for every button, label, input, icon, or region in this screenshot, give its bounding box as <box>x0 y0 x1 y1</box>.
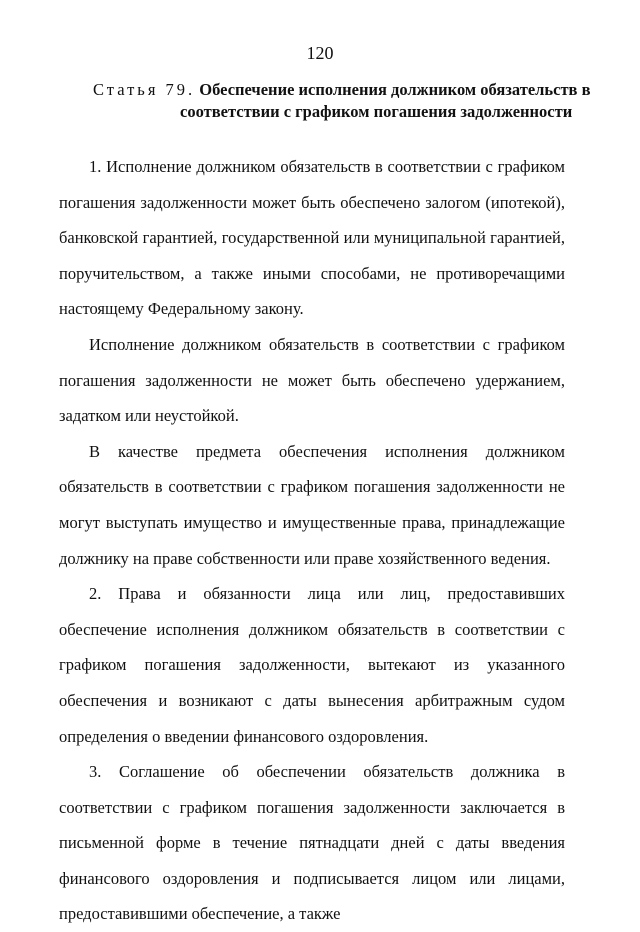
article-number: Статья 79. <box>93 80 196 99</box>
article-body <box>59 149 565 932</box>
article-title-line-2: соответствии с графиком погашения задолженности <box>180 102 573 121</box>
paragraph-1: 1. Исполнение должником обязательств в соответствии с графиком погашения задолженности может быть обеспечено залогом (ипотекой), банковской гарантией, государственной или муниципальной гарантией, поручительством, а также иными способами, не противоречащими настоящему Федеральному закону. <box>59 157 565 319</box>
article-heading-line-1 <box>0 79 640 101</box>
paragraph-4: 2. Права и обязанности лица или лиц, предоставивших обеспечение исполнения должником обязательств в соответствии с графиком погашения задолженности, вытекают из указанного обеспечения и возникают с даты вынесения арбитражным судом определения о введении финансового оздоровления. <box>59 584 565 746</box>
article-heading <box>0 79 640 123</box>
article-title-line-1: Обеспечение исполнения должником обязательств в <box>199 80 591 99</box>
paragraph-5: 3. Соглашение об обеспечении обязательств должника в соответствии с графиком погашения задолженности заключается в письменной форме в течение пятнадцати дней с даты введения финансового оздоровления и подписывается лицом или лицами, предоставившими обеспечение, а также <box>59 762 565 924</box>
paragraph-2: Исполнение должником обязательств в соответствии с графиком погашения задолженности не может быть обеспечено удержанием, задатком или неустойкой. <box>59 334 565 426</box>
paragraph-3: В качестве предмета обеспечения исполнения должником обязательств в соответствии с графиком погашения задолженности не могут выступать имущество и имущественные права, принадлежащие должнику на праве собственности или праве хозяйственного ведения. <box>59 441 565 568</box>
page-number: 120 <box>306 43 334 63</box>
